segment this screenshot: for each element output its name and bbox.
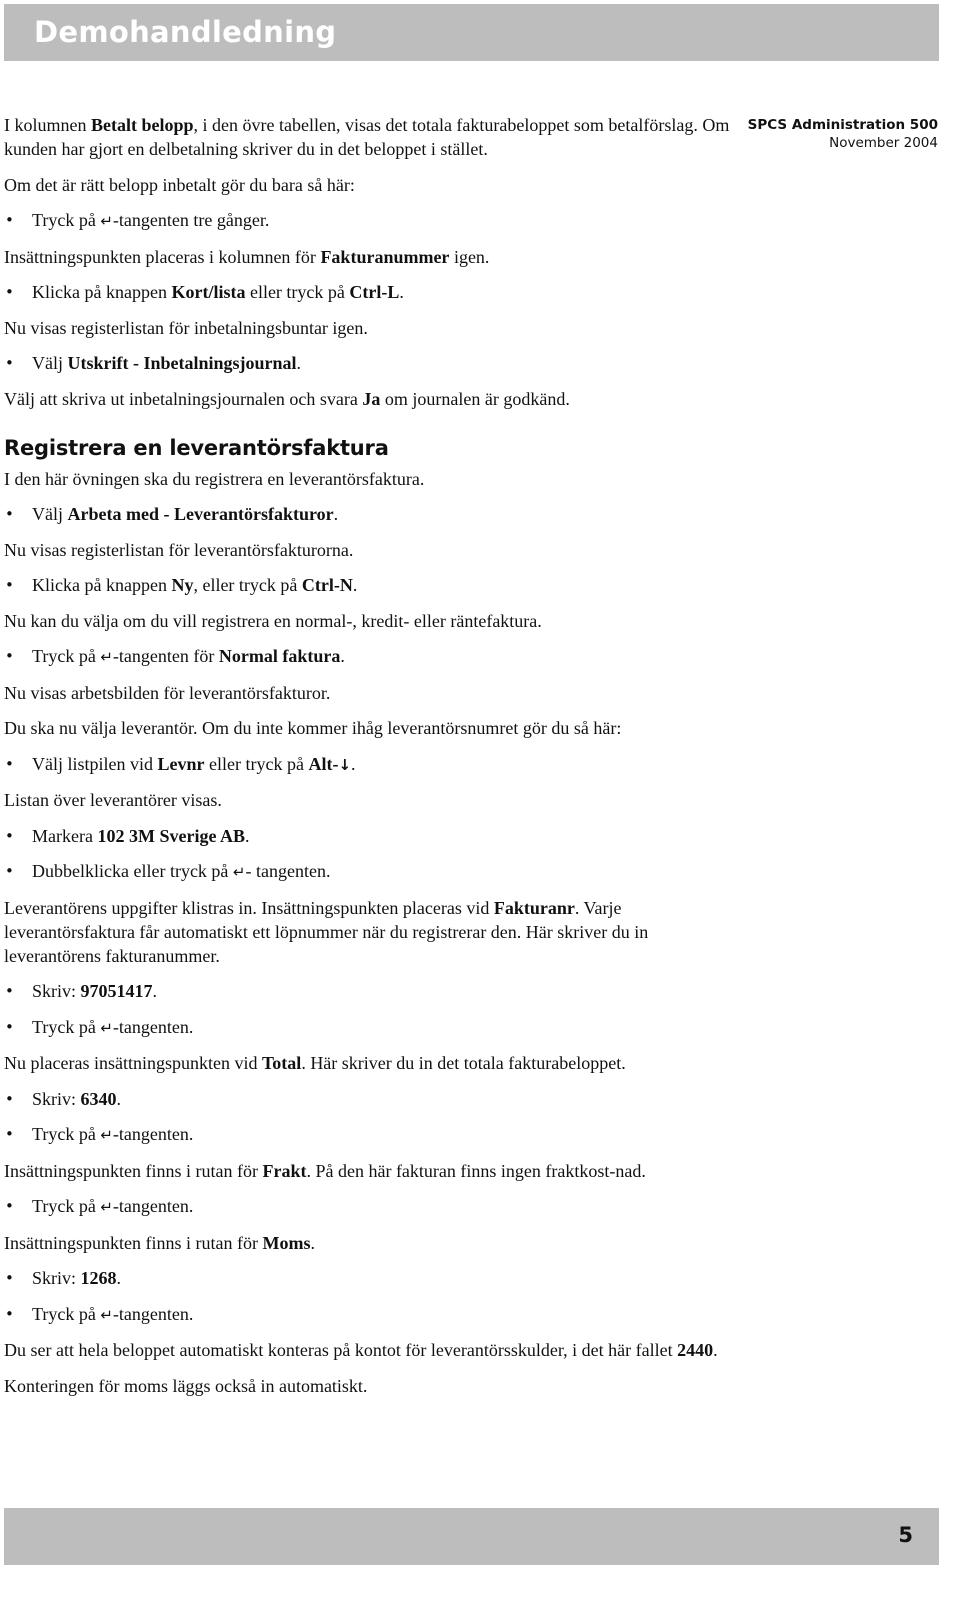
enter-key-icon: ↵ [100,1305,113,1324]
footer-bar [4,1508,939,1565]
text: Tryck på [32,1196,101,1216]
paragraph: Om det är rätt belopp inbetalt gör du bara så här: [4,174,355,195]
text: , eller tryck på [193,575,302,595]
text: . [333,504,339,524]
document-body [4,113,749,1409]
paragraph: Nu visas registerlistan för leverantörsfakturorna. [4,539,354,560]
text: -tangenten. [112,1016,194,1037]
bold-term: Ctrl-N [301,575,353,595]
text: I kolumnen [4,115,91,135]
page-number: 5 [898,1523,913,1547]
text: Tryck på [32,646,101,666]
paragraph [4,387,749,411]
paragraph [4,1231,749,1255]
edition-date: November 2004 [829,135,938,151]
paragraph: Nu visas arbetsbilden för leverantörsfakturor. [4,682,331,703]
text: Insättningspunkten finns i rutan för [4,1160,263,1181]
text: . [351,753,356,774]
bullet-item [4,351,749,375]
paragraph [4,896,749,968]
text: Välj [32,504,68,524]
bullet-item [4,979,749,1003]
paragraph: Nu visas registerlistan för inbetalningsbuntar igen. [4,317,368,338]
bold-term: Frakt [262,1160,307,1181]
paragraph [4,1159,749,1183]
text: -tangenten. [112,1124,194,1144]
bold-term: Fakturanr [493,897,575,918]
text: -tangenten. [112,1196,194,1216]
bullet-item [4,208,749,233]
text: Tryck på [32,210,101,230]
bold-term: Fakturanummer [320,246,450,267]
paragraph: Nu kan du välja om du vill registrera en normal-, kredit- eller räntefaktura. [4,610,542,631]
text: , i den övre tabellen, visas det totala fakturabeloppet som betalförslag. Om kunden har gjort en delbetalning skriver du in det beloppet i stället. [4,115,730,159]
text: . [296,353,302,373]
text: . [152,981,158,1001]
text: Skriv: [32,981,81,1001]
bullet-item [4,280,749,304]
text: Välj [32,353,68,373]
text: . [116,1088,122,1109]
section-heading: Registrera en leverantörsfaktura [4,435,389,460]
arrow-down-icon: ↓ [338,755,352,774]
text: -tangenten. [112,1303,194,1324]
bold-term: 1268 [80,1268,117,1288]
bullet-item [4,1087,749,1111]
enter-key-icon: ↵ [100,648,113,666]
text: . [340,646,345,666]
text: . [116,1268,122,1288]
text: Skriv: [32,1268,81,1288]
text: Klicka på knappen [32,575,172,595]
paragraph [4,1051,749,1075]
bold-term: Total [261,1053,302,1073]
text: Dubbelklicka eller tryck på [32,861,233,881]
paragraph [4,1338,749,1362]
text: - tangenten. [245,861,331,881]
paragraph [4,245,749,269]
text: Tryck på [32,1303,101,1324]
bold-term: Arbeta med - Leverantörsfakturor [67,504,334,524]
page-title: Demohandledning [34,15,337,49]
bold-term: Moms [262,1232,311,1253]
bullet-item [4,502,749,526]
text: Klicka på knappen [32,282,172,302]
bullet-item [4,1015,749,1040]
bullet-item [4,1194,749,1219]
enter-key-icon: ↵ [100,212,113,230]
text: Tryck på [32,1016,101,1037]
bold-term: Ja [362,388,381,409]
bold-term: Ctrl-L [349,282,400,302]
text: Insättningspunkten placeras i kolumnen för [4,246,321,267]
text: Insättningspunkten finns i rutan för [4,1232,263,1253]
text: . [399,282,404,302]
bullet-item [4,1302,749,1327]
bold-term: 102 3M Sverige AB [97,825,245,846]
bullet-item [4,1122,749,1147]
bullet-item [4,752,749,777]
bold-term: 6340 [80,1088,117,1109]
text: igen. [449,246,490,267]
text: -tangenten för [112,646,219,666]
enter-key-icon: ↵ [232,863,246,881]
text: . [713,1340,718,1360]
text: Tryck på [32,1124,101,1144]
text: eller tryck på [245,282,350,302]
bullet-item [4,1266,749,1290]
product-name: SPCS Administration 500 [747,117,938,133]
enter-key-icon: ↵ [100,1018,113,1037]
paragraph: Du ska nu välja leverantör. Om du inte kommer ihåg leverantörsnumret gör du så här: [4,718,622,738]
text: . [352,575,358,595]
bold-term: Normal faktura [218,646,341,666]
paragraph: I den här övningen ska du registrera en leverantörsfaktura. [4,468,425,489]
text: Skriv: [32,1088,81,1109]
bold-term: 97051417 [80,981,153,1001]
paragraph: Listan över leverantörer visas. [4,790,222,810]
text: Du ser att hela beloppet automatiskt konteras på kontot för leverantörsskulder, i det här fallet [4,1340,678,1360]
text: . På den här fakturan finns ingen fraktkost-nad. [306,1160,646,1181]
bullet-item [4,824,749,848]
text: Markera [32,825,98,846]
paragraph: Konteringen för moms läggs också in automatiskt. [4,1375,368,1396]
text: om journalen är godkänd. [380,388,570,409]
text: . [310,1232,315,1253]
bold-term: Ny [171,575,194,595]
bold-term: 2440 [677,1340,714,1360]
bold-term: Betalt belopp [91,115,194,135]
enter-key-icon: ↵ [100,1126,113,1144]
text: Nu placeras insättningspunkten vid [4,1053,262,1073]
text: . Här skriver du in det totala fakturabeloppet. [301,1053,626,1073]
text: -tangenten tre gånger. [112,210,270,230]
bullet-item [4,859,749,884]
text: Leverantörens uppgifter klistras in. Insättningspunkten placeras vid [4,897,494,918]
text: . Varje leverantörsfaktura får automatiskt ett löpnummer när du registrerar den. Här skriver du in leverantörens fakturanummer. [4,897,649,966]
header-bar [4,4,939,61]
bullet-item [4,644,749,669]
bold-term: Levnr [157,753,205,774]
paragraph [4,113,749,161]
bold-term: Kort/lista [171,282,246,302]
bold-term: Utskrift - Inbetalningsjournal [67,353,297,373]
text: Välj listpilen vid [32,753,158,774]
text: eller tryck på [204,753,309,774]
bullet-item [4,573,749,597]
enter-key-icon: ↵ [100,1198,113,1216]
bold-term: Alt- [308,753,339,774]
text: . [244,825,250,846]
sidenote [748,116,938,152]
text: Välj att skriva ut inbetalningsjournalen och svara [4,388,363,409]
